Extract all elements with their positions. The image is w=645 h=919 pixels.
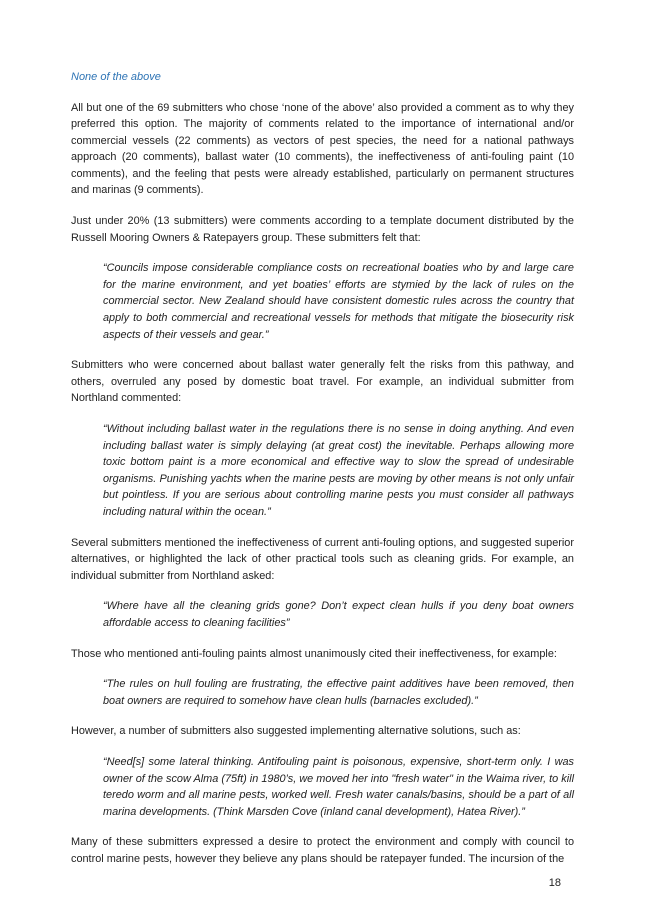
block-quote: “Councils impose considerable compliance costs on recreational boaties who by and large care for the marine environment, and yet boaties’ efforts are stymied by the lack of rules on the commercial sector. New Zealand should have consistent domestic rules across the country that apply to both commercial and recreational vessels for methods that mitigate the biosecurity risk aspects of their vessels and gear.” (103, 262, 574, 341)
page-content (71, 69, 574, 881)
block-quote: “Where have all the cleaning grids gone? Don’t expect clean hulls if you deny boat owners affordable access to cleaning facilities” (103, 600, 574, 629)
block-quote: “Need[s] some lateral thinking. Antifouling paint is poisonous, expensive, short-term only. I was owner of the scow Alma (75ft) in 1980’s, we moved her into "fresh water" in the Waima river, to kill teredo worm and all marine pests, worked well. Fresh water canals/basins, should be a part of all marina developments. (Think Marsden Cove (inland canal development), Hatea River).” (103, 755, 574, 818)
page-number: 18 (548, 877, 561, 889)
block-quote: “Without including ballast water in the regulations there is no sense in doing anything. And even including ballast water is simply delaying (at great cost) the inevitable. Perhaps allowing more toxic bottom paint is a more economical and effective way to slow the spread of undesirable organisms. Punishing yachts when the marine pests are moving by other means is not only unfair but pointless. If you are serious about controlling marine pests you must consider all pathways including natural within the ocean.” (103, 423, 574, 518)
paragraph: Just under 20% (13 submitters) were comments according to a template document distributed by the Russell Mooring Owners & Ratepayers group. These submitters felt that: (71, 215, 574, 244)
paragraph: Several submitters mentioned the ineffectiveness of current anti-fouling options, and suggested superior alternatives, or highlighted the lack of other practical tools such as cleaning grids. For example, an individual submitter from Northland asked: (71, 536, 574, 582)
paragraph: However, a number of submitters also suggested implementing alternative solutions, such as: (71, 725, 521, 738)
paragraph: All but one of the 69 submitters who chose ‘none of the above’ also provided a comment as to why they preferred this option. The majority of comments related to the importance of international and/or commercial vessels (22 comments) as vectors of pest species, the need for a national pathways approach (20 comments), ballast water (10 comments), the ineffectiveness of anti-fouling paint (10 comments), and the feeling that pests were already established, particularly on permanent structures and marinas (9 comments). (71, 101, 574, 197)
paragraph: Those who mentioned anti-fouling paints almost unanimously cited their ineffectiveness, for example: (71, 647, 557, 660)
paragraph: Many of these submitters expressed a desire to protect the environment and comply with council to control marine pests, however they believe any plans should be ratepayer funded. The incursion of the (71, 836, 574, 865)
section-heading: None of the above (71, 71, 161, 83)
block-quote: “The rules on hull fouling are frustrating, the effective paint additives have been removed, then boat owners are required to somehow have clean hulls (barnacles excluded).” (103, 678, 574, 707)
paragraph: Submitters who were concerned about ballast water generally felt the risks from this pathway, and others, overruled any posed by domestic boat travel. For example, an individual submitter from Northland commented: (71, 359, 574, 405)
